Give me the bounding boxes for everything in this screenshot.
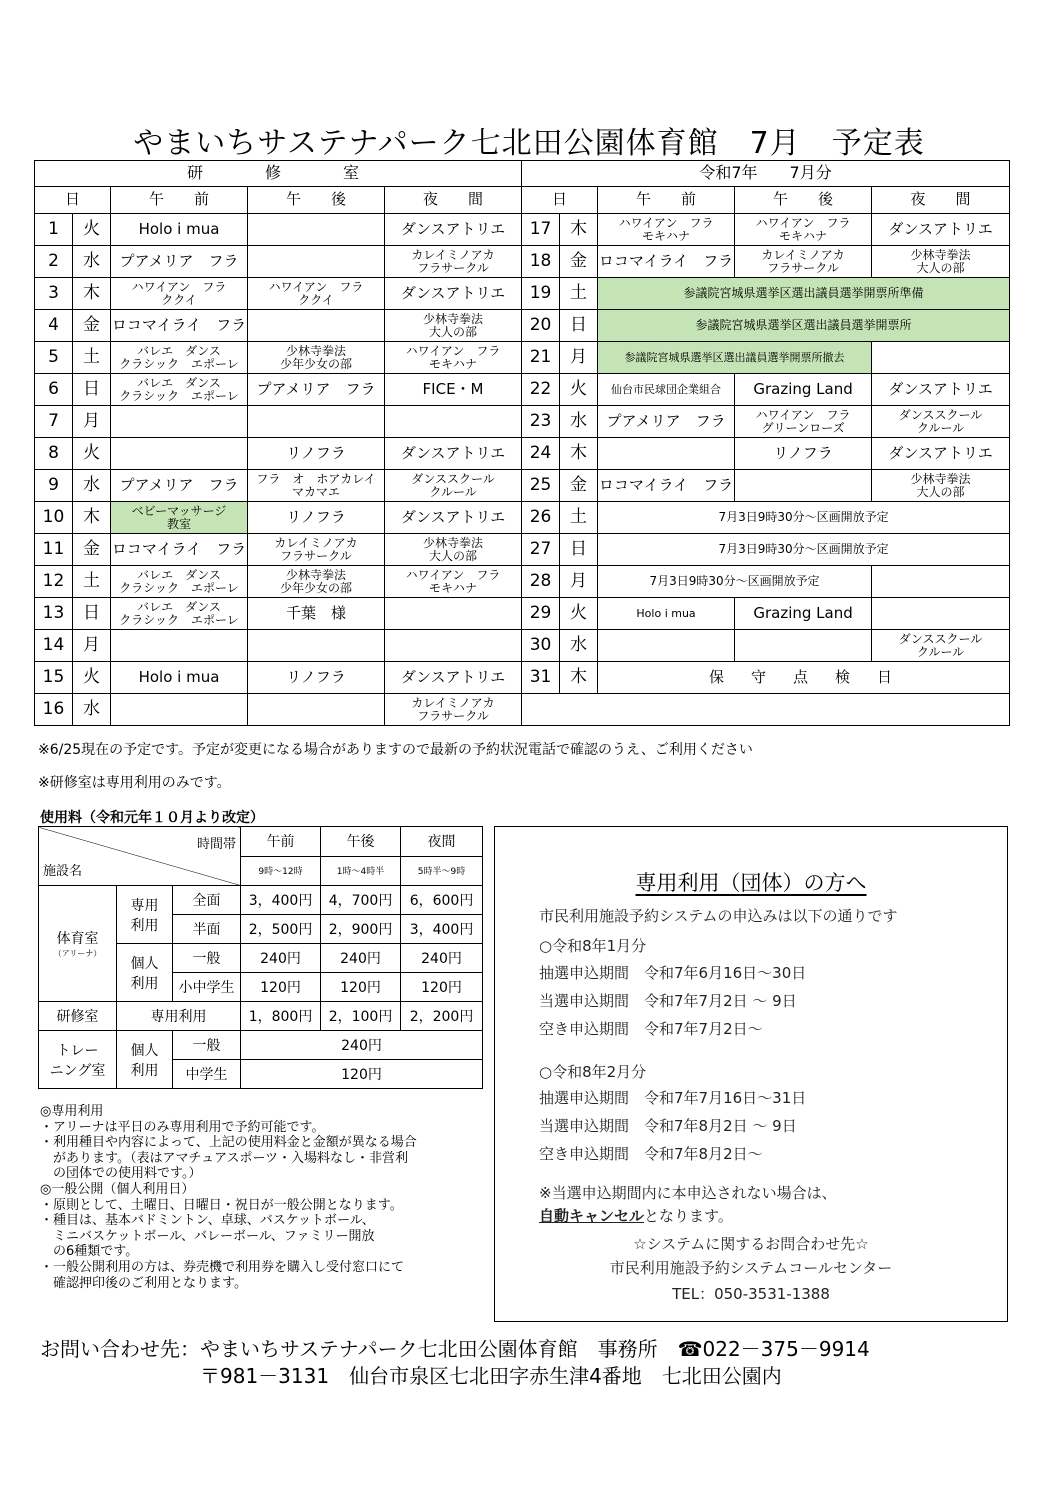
day-number: 28 — [522, 566, 560, 598]
col-day: 日 — [522, 187, 598, 214]
usage-notes — [40, 1104, 500, 1291]
morning-slot: プアメリア フラ — [111, 246, 248, 278]
morning-slot: ハワイアン フラ モキハナ — [598, 214, 735, 246]
day-number: 31 — [522, 662, 560, 694]
weekday: 水 — [560, 406, 598, 438]
morning-slot: 仙台市民球団企業組合 — [598, 374, 735, 406]
general-label: 一般 — [173, 944, 241, 973]
weekday: 金 — [560, 246, 598, 278]
night-slot — [385, 406, 522, 438]
contact-title: ☆システムに関するお問合わせ先☆ — [633, 1235, 869, 1253]
box-month-2: ○令和8年2月分 — [539, 1063, 647, 1081]
schedule-row — [35, 374, 1010, 406]
tr-general-label: 一般 — [173, 1031, 241, 1060]
note-training-room: ※研修室は専用利用のみです。 — [38, 775, 231, 791]
col-am: 午 前 — [598, 187, 735, 214]
afternoon-slot — [248, 406, 385, 438]
night-slot: ハワイアン フラ モキハナ — [385, 566, 522, 598]
fee-value: 2，500円 — [241, 915, 321, 944]
day-number: 23 — [522, 406, 560, 438]
morning-slot: ロコマイライ フラ — [111, 310, 248, 342]
schedule-row — [35, 470, 1010, 502]
morning-slot: バレエ ダンス クラシック エポーレ — [111, 566, 248, 598]
schedule-row — [35, 278, 1010, 310]
fee-value: 2，900円 — [321, 915, 401, 944]
afternoon-slot: 少林寺拳法 少年少女の部 — [248, 342, 385, 374]
day-number: 20 — [522, 310, 560, 342]
time-band-label: 時間帯 — [197, 837, 237, 852]
all-day-slot: 参議院宮城県選挙区選出議員選挙開票所 — [598, 310, 1010, 342]
fee-time-night: 5時半～9時 — [401, 856, 483, 886]
schedule-row — [35, 662, 1010, 694]
schedule-row — [35, 246, 1010, 278]
night-slot: ハワイアン フラ モキハナ — [385, 342, 522, 374]
fee-corner — [39, 827, 241, 886]
weekday: 土 — [560, 502, 598, 534]
note-line: ◎専用利用 — [40, 1104, 104, 1119]
night-slot — [872, 566, 1010, 598]
fee-value: 120円 — [401, 973, 483, 1002]
fee-value: 6，600円 — [401, 886, 483, 915]
fee-time-am: 9時～12時 — [241, 856, 321, 886]
schedule-row — [35, 630, 1010, 662]
all-day-slot: 7月3日9時30分～区画開放予定 — [598, 502, 1010, 534]
day-number: 1 — [35, 214, 73, 246]
night-slot: ダンスアトリエ — [872, 374, 1010, 406]
room-name: 研 修 室 — [35, 161, 522, 187]
note-line: ・アリーナは平日のみ専用利用で予約可能です。 — [40, 1119, 325, 1135]
note-line: 確認押印後のご利用となります。 — [40, 1275, 247, 1291]
all-day-slot: 7月3日9時30分～区画開放予定 — [598, 534, 1010, 566]
morning-slot: ロコマイライ フラ — [598, 246, 735, 278]
day-number: 26 — [522, 502, 560, 534]
period-label: 令和7年 7月分 — [522, 161, 1010, 187]
day-number: 2 — [35, 246, 73, 278]
afternoon-slot: Grazing Land — [735, 374, 872, 406]
afternoon-slot: Grazing Land — [735, 598, 872, 630]
morning-slot — [111, 694, 248, 726]
fee-value: 1，800円 — [241, 1002, 321, 1031]
weekday: 月 — [560, 342, 598, 374]
day-number: 7 — [35, 406, 73, 438]
weekday: 土 — [73, 566, 111, 598]
box-line: 抽選申込期間 令和7年6月16日～30日 — [539, 964, 807, 982]
weekday: 月 — [73, 630, 111, 662]
morning-slot: バレエ ダンス クラシック エポーレ — [111, 374, 248, 406]
schedule-row — [35, 342, 1010, 374]
night-slot: 少林寺拳法 大人の部 — [872, 470, 1010, 502]
fee-value: 2，200円 — [401, 1002, 483, 1031]
fee-value: 120円 — [321, 973, 401, 1002]
afternoon-slot: ハワイアン フラ グリーンローズ — [735, 406, 872, 438]
fee-col-pm: 午後 — [321, 827, 401, 857]
weekday: 火 — [73, 214, 111, 246]
weekday: 日 — [560, 310, 598, 342]
weekday: 金 — [560, 470, 598, 502]
day-slot: 参議院宮城県選挙区選出議員選挙開票所撤去 — [598, 342, 872, 374]
morning-slot — [111, 406, 248, 438]
afternoon-slot: カレイミノアカ フラサークル — [248, 534, 385, 566]
footer-contact: お問い合わせ先：やまいちサステナパーク七北田公園体育館 事務所 ☎022－375－9914 — [40, 1337, 870, 1361]
afternoon-slot: 少林寺拳法 少年少女の部 — [248, 566, 385, 598]
box-month-1: ○令和8年1月分 — [539, 937, 647, 955]
morning-slot — [111, 630, 248, 662]
schedule-row — [35, 566, 1010, 598]
box-line: 当選申込期間 令和7年7月2日 ～ 9日 — [539, 992, 797, 1010]
afternoon-slot — [248, 246, 385, 278]
note-line: があります。（表はアマチュアスポーツ・入場料なし・非営利 — [40, 1150, 409, 1166]
fee-table-title: 使用料（令和元年１０月より改定） — [40, 810, 264, 826]
night-slot: カレイミノアカ フラサークル — [385, 694, 522, 726]
note-line: の団体での使用料です。） — [40, 1166, 202, 1182]
schedule-row — [35, 310, 1010, 342]
reservation-info-box — [494, 826, 1008, 1322]
day-number: 6 — [35, 374, 73, 406]
afternoon-slot: 千葉 様 — [248, 598, 385, 630]
schedule-row — [35, 214, 1010, 246]
night-slot: FICE・M — [385, 374, 522, 406]
night-slot: ダンススクール クルール — [872, 406, 1010, 438]
auto-cancel-label: 自動キャンセル — [539, 1207, 645, 1225]
afternoon-slot: フラ オ ホアカレイ マカマエ — [248, 470, 385, 502]
day-number: 30 — [522, 630, 560, 662]
morning-slot: ハワイアン フラ ククイ — [111, 278, 248, 310]
afternoon-slot: リノフラ — [248, 502, 385, 534]
col-night: 夜 間 — [872, 187, 1010, 214]
night-slot: 少林寺拳法 大人の部 — [385, 534, 522, 566]
day-number: 22 — [522, 374, 560, 406]
weekday: 火 — [560, 374, 598, 406]
afternoon-slot — [735, 470, 872, 502]
auto-cancel-suffix: となります。 — [644, 1207, 733, 1225]
box-line: 空き申込期間 令和7年8月2日～ — [539, 1145, 763, 1163]
weekday: 土 — [73, 342, 111, 374]
afternoon-slot: リノフラ — [248, 438, 385, 470]
weekday: 日 — [73, 374, 111, 406]
schedule-row — [35, 694, 1010, 726]
schedule-table — [34, 160, 1010, 726]
weekday: 金 — [73, 310, 111, 342]
fee-value: 240円 — [241, 1031, 483, 1060]
fee-value: 120円 — [241, 1060, 483, 1089]
schedule-row — [35, 438, 1010, 470]
fee-value: 240円 — [321, 944, 401, 973]
note-schedule-date: ※6/25現在の予定です。予定が変更になる場合がありますので最新の予約状況電話で確認のうえ、ご利用ください — [38, 742, 753, 758]
morning-slot: バレエ ダンス クラシック エポーレ — [111, 342, 248, 374]
weekday: 水 — [73, 246, 111, 278]
weekday: 水 — [73, 470, 111, 502]
weekday: 土 — [560, 278, 598, 310]
weekday: 木 — [560, 662, 598, 694]
night-slot: ダンスアトリエ — [385, 214, 522, 246]
night-slot: ダンスアトリエ — [385, 278, 522, 310]
afternoon-slot — [248, 310, 385, 342]
weekday: 木 — [73, 278, 111, 310]
schedule-row — [35, 502, 1010, 534]
day-number: 9 — [35, 470, 73, 502]
weekday: 日 — [73, 598, 111, 630]
weekday: 月 — [560, 566, 598, 598]
afternoon-slot: リノフラ — [248, 662, 385, 694]
note-line: ◎一般公開（個人利用日） — [40, 1181, 195, 1197]
night-slot — [872, 598, 1010, 630]
weekday: 木 — [560, 214, 598, 246]
box-line: 空き申込期間 令和7年7月2日～ — [539, 1020, 763, 1038]
all-day-slot: 参議院宮城県選挙区選出議員選挙開票所準備 — [598, 278, 1010, 310]
morning-slot: Holo i mua — [111, 662, 248, 694]
day-number: 12 — [35, 566, 73, 598]
night-slot: ダンススクール クルール — [385, 470, 522, 502]
facility-label: 施設名 — [43, 864, 83, 879]
weekday: 水 — [560, 630, 598, 662]
day-number: 29 — [522, 598, 560, 630]
day-number: 27 — [522, 534, 560, 566]
training-use-label: 専用利用 — [117, 1002, 241, 1031]
day-number: 4 — [35, 310, 73, 342]
tr-middle-label: 中学生 — [173, 1060, 241, 1089]
night-slot: 少林寺拳法 大人の部 — [385, 310, 522, 342]
weekday: 火 — [73, 438, 111, 470]
schedule-row — [35, 534, 1010, 566]
weekday: 火 — [73, 662, 111, 694]
fee-value: 4，700円 — [321, 886, 401, 915]
weekday: 水 — [73, 694, 111, 726]
day-number: 18 — [522, 246, 560, 278]
day-number: 5 — [35, 342, 73, 374]
fee-value: 240円 — [401, 944, 483, 973]
afternoon-slot: リノフラ — [735, 438, 872, 470]
weekday: 火 — [560, 598, 598, 630]
afternoon-slot: プアメリア フラ — [248, 374, 385, 406]
day-number: 13 — [35, 598, 73, 630]
box-line: 抽選申込期間 令和7年7月16日～31日 — [539, 1089, 807, 1107]
col-pm: 午 後 — [735, 187, 872, 214]
page-title: やまいちサステナパーク七北田公園体育館 7月 予定表 — [133, 126, 925, 161]
night-slot — [872, 342, 1010, 374]
fee-table — [38, 826, 483, 1089]
weekday: 木 — [73, 502, 111, 534]
day-number: 19 — [522, 278, 560, 310]
fee-time-pm: 1時～4時半 — [321, 856, 401, 886]
footer-address: 〒981－3131 仙台市泉区七北田字赤生津4番地 七北田公園内 — [200, 1364, 782, 1388]
exclusive-label: 専用 利用 — [117, 886, 173, 944]
afternoon-slot: ハワイアン フラ モキハナ — [735, 214, 872, 246]
day-number: 25 — [522, 470, 560, 502]
afternoon-slot: カレイミノアカ フラサークル — [735, 246, 872, 278]
morning-slot: ロコマイライ フラ — [111, 534, 248, 566]
afternoon-slot — [248, 694, 385, 726]
day-number: 16 — [35, 694, 73, 726]
gym-training-label: トレー ニング室 — [39, 1031, 117, 1089]
night-slot: ダンスアトリエ — [385, 438, 522, 470]
morning-slot: ベビーマッサージ 教室 — [111, 502, 248, 534]
box-warning-2 — [539, 1205, 733, 1226]
note-line: ミニバスケットボール、バレーボール、ファミリー開放 — [40, 1228, 375, 1244]
fee-value: 2，100円 — [321, 1002, 401, 1031]
box-warning: ※当選申込期間内に本申込されない場合は、 — [539, 1184, 837, 1202]
weekday: 金 — [73, 534, 111, 566]
gym-sub: （アリーナ） — [53, 949, 102, 958]
day-number: 14 — [35, 630, 73, 662]
col-am: 午 前 — [111, 187, 248, 214]
box-intro: 市民利用施設予約システムの申込みは以下の通りです — [539, 907, 898, 925]
col-pm: 午 後 — [248, 187, 385, 214]
full-court-label: 全面 — [173, 886, 241, 915]
afternoon-slot — [248, 214, 385, 246]
afternoon-slot: ハワイアン フラ ククイ — [248, 278, 385, 310]
night-slot — [385, 598, 522, 630]
box-title: 専用利用（団体）の方へ — [635, 871, 867, 895]
gym-name: 体育室 — [56, 931, 99, 947]
afternoon-slot — [735, 630, 872, 662]
day-number: 3 — [35, 278, 73, 310]
fee-value: 3，400円 — [401, 915, 483, 944]
day-number: 8 — [35, 438, 73, 470]
night-slot: ダンススクール クルール — [872, 630, 1010, 662]
morning-slot — [598, 630, 735, 662]
night-slot: ダンスアトリエ — [385, 502, 522, 534]
night-slot — [385, 630, 522, 662]
weekday: 木 — [560, 438, 598, 470]
empty-cell — [522, 694, 1010, 726]
afternoon-slot — [248, 630, 385, 662]
training-room-label: 研修室 — [39, 1002, 117, 1031]
note-line: の6種類です。 — [40, 1244, 139, 1260]
morning-slot: Holo i mua — [598, 598, 735, 630]
fee-col-night: 夜間 — [401, 827, 483, 857]
gym-label — [39, 886, 117, 1002]
col-day: 日 — [35, 187, 111, 214]
fee-value: 3，400円 — [241, 886, 321, 915]
fee-col-am: 午前 — [241, 827, 321, 857]
schedule-row — [35, 598, 1010, 630]
day-slot: 7月3日9時30分～区画開放予定 — [598, 566, 872, 598]
day-number: 15 — [35, 662, 73, 694]
morning-slot: ロコマイライ フラ — [598, 470, 735, 502]
night-slot: ダンスアトリエ — [872, 214, 1010, 246]
weekday: 月 — [73, 406, 111, 438]
day-number: 21 — [522, 342, 560, 374]
col-night: 夜 間 — [385, 187, 522, 214]
box-line: 当選申込期間 令和7年8月2日 ～ 9日 — [539, 1117, 797, 1135]
contact-tel: TEL：050-3531-1388 — [672, 1285, 830, 1303]
night-slot: 少林寺拳法 大人の部 — [872, 246, 1010, 278]
half-court-label: 半面 — [173, 915, 241, 944]
fee-value: 120円 — [241, 973, 321, 1002]
tr-individual-label: 個人 利用 — [117, 1031, 173, 1089]
fee-value: 240円 — [241, 944, 321, 973]
night-slot: ダンスアトリエ — [872, 438, 1010, 470]
day-number: 10 — [35, 502, 73, 534]
contact-name: 市民利用施設予約システムコールセンター — [609, 1259, 893, 1277]
night-slot: ダンスアトリエ — [385, 662, 522, 694]
day-number: 24 — [522, 438, 560, 470]
individual-label: 個人 利用 — [117, 944, 173, 1002]
morning-slot: プアメリア フラ — [111, 470, 248, 502]
note-line: ・利用種目や内容によって、上記の使用料金と金額が異なる場合 — [40, 1135, 417, 1151]
note-line: ・原則として、土曜日、日曜日・祝日が一般公開となります。 — [40, 1197, 403, 1213]
day-number: 11 — [35, 534, 73, 566]
day-number: 17 — [522, 214, 560, 246]
morning-slot: Holo i mua — [111, 214, 248, 246]
morning-slot: バレエ ダンス クラシック エポーレ — [111, 598, 248, 630]
morning-slot — [111, 438, 248, 470]
all-day-slot: 保 守 点 検 日 — [598, 662, 1010, 694]
note-line: ・種目は、基本バドミントン、卓球、バスケットボール、 — [40, 1213, 375, 1229]
schedule-row — [35, 406, 1010, 438]
morning-slot: プアメリア フラ — [598, 406, 735, 438]
weekday: 日 — [560, 534, 598, 566]
night-slot: カレイミノアカ フラサークル — [385, 246, 522, 278]
child-label: 小中学生 — [173, 973, 241, 1002]
note-line: ・一般公開利用の方は、券売機で利用券を購入し受付窓口にて — [40, 1259, 405, 1275]
morning-slot — [598, 438, 735, 470]
